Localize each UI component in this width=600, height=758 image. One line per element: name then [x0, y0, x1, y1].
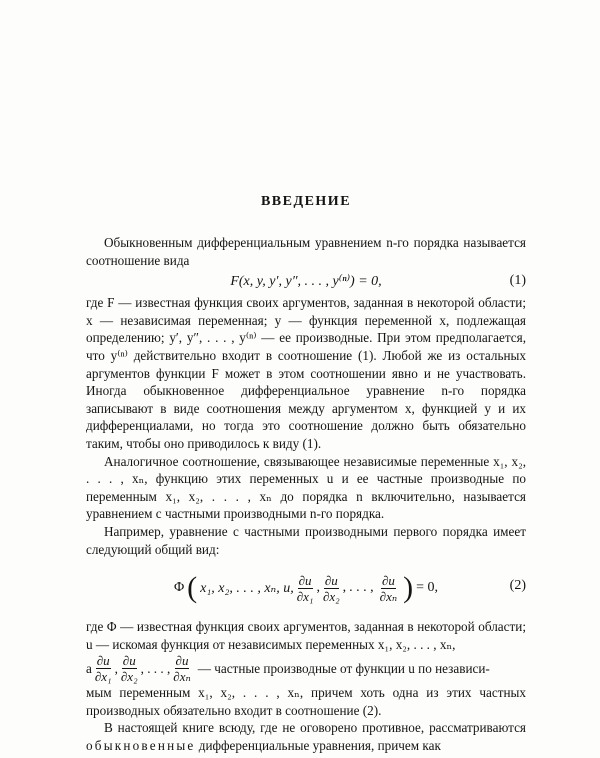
scope-text-end: дифференциальные уравнения, причем как — [198, 738, 441, 754]
fraction-denominator: ∂x₂ — [322, 588, 340, 604]
fraction-numerator: ∂u — [324, 572, 338, 588]
paragraph-explanation-pde-end: мым переменным x₁, x₂, . . . , xₙ, причем хоть одна из этих частных производных обязательно входит в соотношение (2). — [86, 685, 526, 718]
formula-2-close-paren: ) — [403, 571, 414, 605]
scope-text-start: В настоящей книге всюду, где не оговорено противное, рассматриваются — [104, 720, 526, 736]
inline-fraction-1 — [94, 653, 113, 684]
formula-2-fraction-n — [379, 573, 398, 604]
section-heading: ВВЕДЕНИЕ — [260, 194, 352, 209]
fraction-numerator: ∂u — [96, 653, 110, 669]
page-content — [86, 194, 526, 755]
fraction-numerator: ∂u — [122, 653, 136, 669]
paragraph-example: Например, уравнение с частными производными первого порядка имеет следующий общий вид: — [86, 523, 526, 557]
formula-1 — [86, 273, 526, 290]
inline-fraction-2 — [120, 653, 139, 684]
paragraph-explanation-ode: где F — известная функция своих аргументов, заданная в некоторой области; x — независимая переменная; y — функция переменной x, подлежащая определению; y′, y″, . . . , y⁽ⁿ⁾ — ее производные. При этом предполагается, что y⁽ⁿ⁾ действительно входит в соотношение (1). Любой же из остальных аргументов функции F может в этом соотношении явно и не участвовать. Иногда обыкновенное дифференциальное уравнение n-го порядка записывают в виде соотношения между аргументом x, функцией y и их дифференциалами, но тогда это соотношение должно быть обязательно таким, чтобы оно приводилось к виду (1). — [86, 295, 526, 451]
formula-2 — [86, 562, 526, 614]
fraction-denominator: ∂x₁ — [296, 588, 314, 604]
scope-text-emphasis: обыкновенные — [86, 738, 196, 754]
fraction-denominator: ∂x₂ — [120, 669, 138, 685]
paragraph-scope — [86, 719, 526, 754]
paragraph-explanation-pde: где Φ — известная функция своих аргументов, заданная в некоторой области; u — искомая функция от независимых переменных x₁, x₂, . . . , xₙ, — [86, 619, 526, 652]
fraction-numerator: ∂u — [298, 572, 312, 588]
text-separator: , — [114, 660, 118, 676]
fraction-denominator: ∂xₙ — [173, 669, 191, 685]
formula-2-lead: Φ — [173, 580, 185, 596]
formula-2-tail: = 0, — [416, 580, 439, 596]
fraction-numerator: ∂u — [175, 653, 189, 669]
formula-1-number: (1) — [509, 273, 526, 289]
paragraph-pde-definition: Аналогичное соотношение, связывающее независимые переменные x₁, x₂, . . . , xₙ, функцию этих переменных u и ее частные производные по переменным x₁, x₂, . . . , xₙ до порядка n включительно, называется уравнением с частными производными n-го порядка. — [86, 453, 526, 522]
inline-fraction-n — [172, 653, 191, 684]
paragraph-derivatives-line — [86, 653, 526, 684]
formula-2-body: Φ ( x₁, x₂, . . . , xₙ, u, $\frac{\partial u}{\text{∂x₁}}$ , $\frac{\partial u}{\text{∂x₂}}$ , . . . , $\frac{\partial u}{\text{∂xₙ}}$ ) = 0, — [173, 571, 439, 605]
formula-2-dots: . . . , — [349, 580, 374, 596]
text-dots: , . . . , — [140, 660, 171, 676]
fraction-denominator: ∂x₁ — [94, 669, 112, 685]
fraction-denominator: ∂xₙ — [379, 588, 398, 604]
text-prefix: а — [86, 660, 92, 676]
formula-2-number: (2) — [509, 578, 526, 594]
text-suffix: — частные производные от функции u по независи- — [197, 660, 490, 676]
formula-2-open-paren: ( — [187, 571, 198, 605]
formula-2-args: x₁, x₂, . . . , xₙ, u, — [200, 580, 294, 596]
formula-2-fraction-1 — [296, 573, 315, 604]
paragraph-definition-ode: Обыкновенным дифференциальным уравнением n-го порядка называется соотношение вида — [86, 235, 526, 268]
formula-1-expression: F(x, y, y′, y″, . . . , y⁽ⁿ⁾) = 0, — [230, 274, 382, 290]
formula-2-fraction-2 — [322, 573, 341, 604]
fraction-numerator: ∂u — [381, 572, 395, 588]
